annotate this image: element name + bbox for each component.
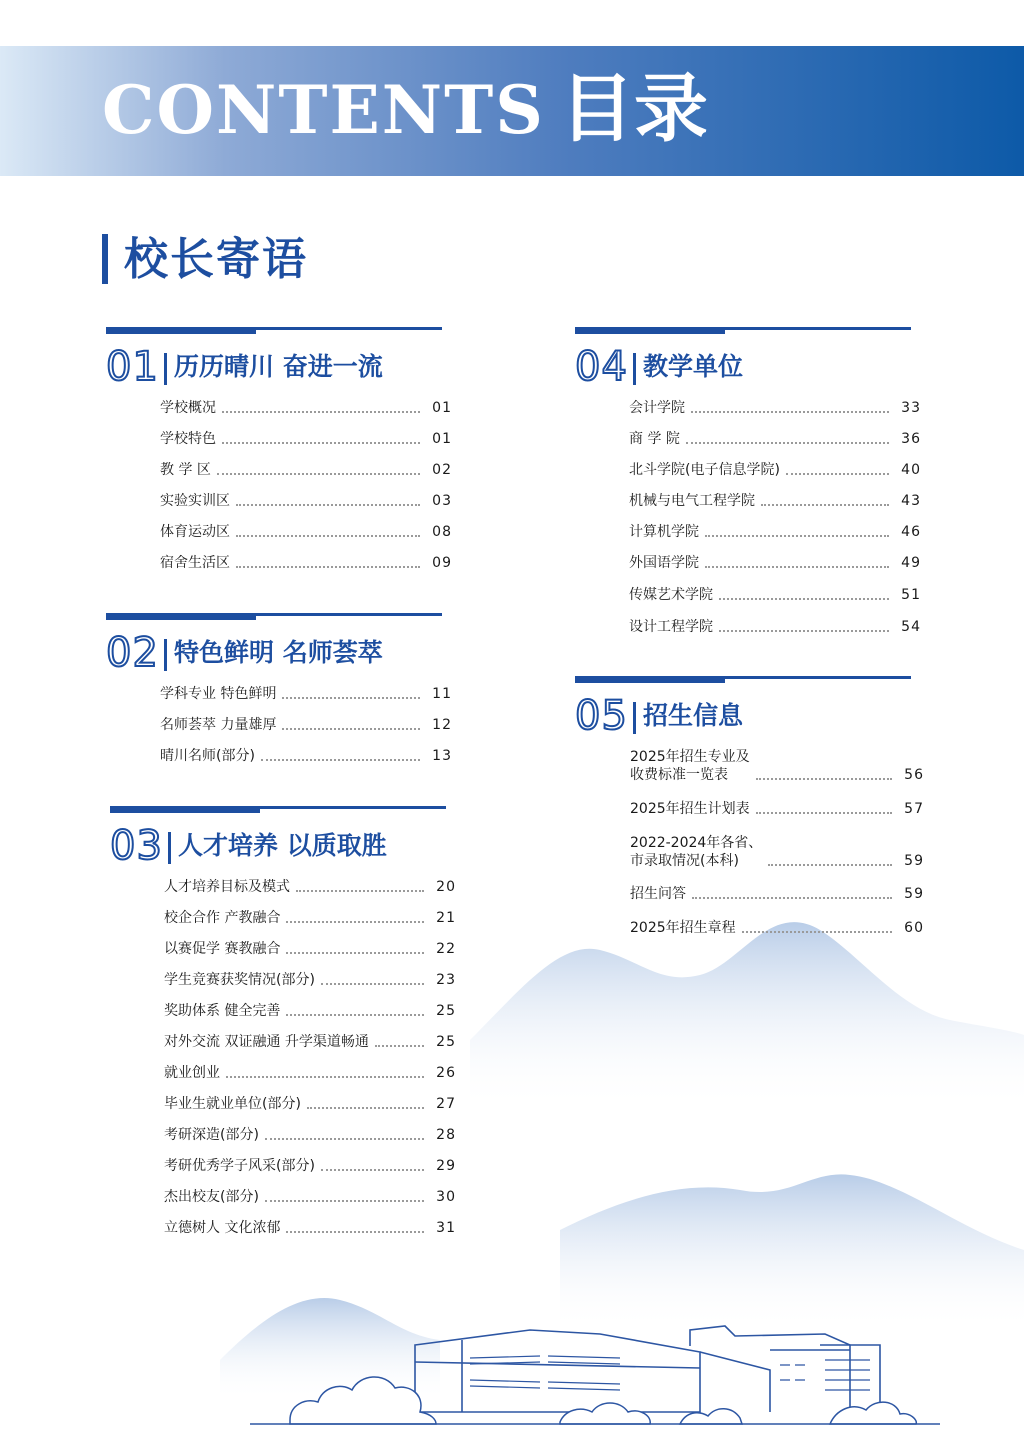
toc-entry[interactable] bbox=[630, 919, 924, 937]
leader-dots bbox=[705, 535, 889, 537]
toc-entry-label bbox=[630, 748, 750, 784]
section-rule-accent bbox=[575, 676, 725, 683]
toc-entry-label: 名师荟萃 力量雄厚 bbox=[160, 717, 277, 733]
toc-entry[interactable] bbox=[164, 1095, 456, 1113]
section-title: 特色鲜明 名师荟萃 bbox=[174, 638, 383, 667]
toc-entry-page: 40 bbox=[901, 462, 921, 478]
toc-entry[interactable] bbox=[160, 685, 452, 703]
toc-entry-page: 21 bbox=[436, 910, 456, 926]
toc-entry-label: 考研深造(部分) bbox=[164, 1127, 259, 1143]
toc-entry[interactable] bbox=[630, 885, 924, 903]
leader-dots bbox=[236, 504, 420, 506]
toc-entry[interactable] bbox=[164, 1126, 456, 1144]
toc-entry-page: 01 bbox=[432, 400, 452, 416]
toc-entry[interactable] bbox=[160, 399, 452, 417]
section-divider bbox=[164, 639, 167, 671]
toc-entry-page: 20 bbox=[436, 879, 456, 895]
toc-entry-page: 01 bbox=[432, 431, 452, 447]
leader-dots bbox=[286, 1231, 424, 1233]
toc-entry[interactable] bbox=[160, 492, 452, 510]
toc-entry[interactable] bbox=[160, 554, 452, 572]
toc-entry-label: 奖助体系 健全完善 bbox=[164, 1003, 281, 1019]
toc-entry-label: 晴川名师(部分) bbox=[160, 748, 255, 764]
mountain-upper bbox=[470, 922, 1024, 1110]
toc-entry-page: 11 bbox=[432, 686, 452, 702]
leader-dots bbox=[265, 1200, 424, 1202]
leader-dots bbox=[261, 759, 420, 761]
leader-dots bbox=[756, 812, 892, 814]
toc-entry-label-line1: 2022-2024年各省、 bbox=[630, 835, 763, 851]
toc-entry-label: 教 学 区 bbox=[160, 462, 211, 478]
toc-entry-page: 56 bbox=[904, 767, 924, 783]
toc-entry-page: 36 bbox=[901, 431, 921, 447]
toc-entry-page: 51 bbox=[901, 587, 921, 603]
leader-dots bbox=[719, 630, 889, 632]
section-rule-accent bbox=[575, 327, 725, 334]
toc-entry-label: 实验实训区 bbox=[160, 493, 230, 509]
toc-entry-page: 59 bbox=[904, 886, 924, 902]
toc-entry[interactable] bbox=[629, 554, 921, 572]
toc-entry-label: 学科专业 特色鲜明 bbox=[160, 686, 277, 702]
leader-dots bbox=[686, 442, 889, 444]
toc-entry[interactable] bbox=[164, 971, 456, 989]
toc-entry[interactable] bbox=[160, 461, 452, 479]
toc-entry[interactable] bbox=[629, 586, 921, 604]
toc-entry-page: 25 bbox=[436, 1034, 456, 1050]
toc-entry-label: 立德树人 文化浓郁 bbox=[164, 1220, 281, 1236]
toc-entry-label-line1: 2025年招生专业及 bbox=[630, 749, 750, 765]
toc-entry-label: 考研优秀学子风采(部分) bbox=[164, 1158, 315, 1174]
toc-entry-page: 54 bbox=[901, 619, 921, 635]
section-number: 03 bbox=[110, 823, 163, 869]
leader-dots bbox=[282, 697, 420, 699]
section-divider bbox=[633, 702, 636, 734]
toc-entry-page: 23 bbox=[436, 972, 456, 988]
leader-dots bbox=[222, 442, 420, 444]
principal-accent-bar bbox=[102, 234, 108, 284]
leader-dots bbox=[691, 411, 889, 413]
toc-entry-label: 人才培养目标及模式 bbox=[164, 879, 290, 895]
toc-entry[interactable] bbox=[160, 430, 452, 448]
toc-entry[interactable] bbox=[630, 748, 924, 784]
toc-entry-page: 25 bbox=[436, 1003, 456, 1019]
toc-entry-label: 外国语学院 bbox=[629, 555, 699, 571]
leader-dots bbox=[719, 598, 889, 600]
toc-entry-page: 09 bbox=[432, 555, 452, 571]
toc-entry-label: 宿舍生活区 bbox=[160, 555, 230, 571]
toc-entry[interactable] bbox=[630, 800, 924, 818]
toc-entry-label: 对外交流 双证融通 升学渠道畅通 bbox=[164, 1034, 369, 1050]
leader-dots bbox=[226, 1076, 424, 1078]
section-number: 04 bbox=[575, 344, 628, 390]
leader-dots bbox=[236, 535, 420, 537]
contents-title-en: CONTENTS bbox=[102, 71, 545, 149]
toc-entry[interactable] bbox=[164, 1157, 456, 1175]
toc-entry-label: 招生问答 bbox=[630, 886, 686, 902]
section-number: 05 bbox=[575, 693, 628, 739]
toc-entry[interactable] bbox=[160, 716, 452, 734]
leader-dots bbox=[265, 1138, 424, 1140]
toc-entry-label: 2025年招生章程 bbox=[630, 920, 736, 936]
section-title: 招生信息 bbox=[643, 701, 744, 730]
section-divider bbox=[164, 353, 167, 385]
toc-entry-label: 北斗学院(电子信息学院) bbox=[629, 462, 780, 478]
toc-entry-page: 60 bbox=[904, 920, 924, 936]
leader-dots bbox=[742, 931, 892, 933]
leader-dots bbox=[222, 411, 420, 413]
leader-dots bbox=[321, 983, 424, 985]
leader-dots bbox=[768, 864, 892, 866]
toc-entry[interactable] bbox=[164, 878, 456, 896]
toc-entry-page: 29 bbox=[436, 1158, 456, 1174]
leader-dots bbox=[217, 473, 420, 475]
toc-entry[interactable] bbox=[164, 1002, 456, 1020]
toc-entry[interactable] bbox=[164, 1219, 456, 1237]
toc-entry[interactable] bbox=[164, 1188, 456, 1206]
toc-entry-page: 13 bbox=[432, 748, 452, 764]
toc-entry[interactable] bbox=[629, 430, 921, 448]
toc-entry-page: 31 bbox=[436, 1220, 456, 1236]
leader-dots bbox=[286, 921, 424, 923]
leader-dots bbox=[786, 473, 889, 475]
toc-entry-label: 校企合作 产教融合 bbox=[164, 910, 281, 926]
section-number: 01 bbox=[106, 344, 159, 390]
toc-entry[interactable] bbox=[629, 492, 921, 510]
toc-entry-page: 02 bbox=[432, 462, 452, 478]
toc-entry-label: 设计工程学院 bbox=[629, 619, 713, 635]
toc-entry[interactable] bbox=[629, 523, 921, 541]
section-divider bbox=[168, 832, 171, 864]
leader-dots bbox=[756, 778, 892, 780]
toc-entry[interactable] bbox=[160, 747, 452, 765]
leader-dots bbox=[236, 566, 420, 568]
toc-entry-page: 08 bbox=[432, 524, 452, 540]
section-title: 教学单位 bbox=[643, 352, 744, 381]
leader-dots bbox=[321, 1169, 424, 1171]
toc-entry[interactable] bbox=[630, 834, 924, 870]
toc-entry[interactable] bbox=[629, 399, 921, 417]
section-rule-accent bbox=[106, 613, 256, 620]
toc-entry-label: 以赛促学 赛教融合 bbox=[164, 941, 281, 957]
toc-entry-label: 毕业生就业单位(部分) bbox=[164, 1096, 301, 1112]
mountain-left bbox=[220, 1298, 440, 1400]
toc-entry-label bbox=[630, 834, 762, 870]
toc-entry-page: 43 bbox=[901, 493, 921, 509]
toc-entry-label: 2025年招生计划表 bbox=[630, 801, 750, 817]
toc-entry-label: 学校特色 bbox=[160, 431, 216, 447]
contents-title-cn: 目录 bbox=[560, 66, 708, 152]
leader-dots bbox=[705, 566, 889, 568]
toc-entry[interactable] bbox=[164, 909, 456, 927]
toc-entry-label: 学生竞赛获奖情况(部分) bbox=[164, 972, 315, 988]
campus-building bbox=[415, 1326, 880, 1412]
toc-entry[interactable] bbox=[164, 1064, 456, 1082]
toc-entry-page: 26 bbox=[436, 1065, 456, 1081]
toc-entry-label: 杰出校友(部分) bbox=[164, 1189, 259, 1205]
toc-entry-label-line2: 市录取情况(本科) bbox=[630, 853, 739, 869]
mountain-right bbox=[560, 1174, 1024, 1330]
section-rule-accent bbox=[106, 327, 256, 334]
toc-entry-label: 会计学院 bbox=[629, 400, 685, 416]
toc-entry-page: 30 bbox=[436, 1189, 456, 1205]
toc-entry-page: 27 bbox=[436, 1096, 456, 1112]
toc-entry-label: 学校概况 bbox=[160, 400, 216, 416]
toc-entry-label: 计算机学院 bbox=[629, 524, 699, 540]
leader-dots bbox=[286, 1014, 424, 1016]
toc-entry-page: 46 bbox=[901, 524, 921, 540]
toc-entry-label: 体育运动区 bbox=[160, 524, 230, 540]
toc-entry-page: 03 bbox=[432, 493, 452, 509]
toc-entry-page: 22 bbox=[436, 941, 456, 957]
principal-message-link[interactable]: 校长寄语 bbox=[124, 234, 308, 285]
toc-entry[interactable] bbox=[160, 523, 452, 541]
section-title: 历历晴川 奋进一流 bbox=[174, 352, 383, 381]
section-title: 人才培养 以质取胜 bbox=[178, 831, 387, 860]
toc-entry-label-line2: 收费标准一览表 bbox=[630, 767, 728, 783]
toc-entry-page: 28 bbox=[436, 1127, 456, 1143]
toc-entry-label: 商 学 院 bbox=[629, 431, 680, 447]
toc-entry-page: 59 bbox=[904, 853, 924, 869]
toc-entry-page: 33 bbox=[901, 400, 921, 416]
section-divider bbox=[633, 353, 636, 385]
leader-dots bbox=[307, 1107, 424, 1109]
leader-dots bbox=[296, 890, 424, 892]
toc-entry[interactable] bbox=[164, 940, 456, 958]
toc-entry-label: 就业创业 bbox=[164, 1065, 220, 1081]
toc-entry-label: 机械与电气工程学院 bbox=[629, 493, 755, 509]
leader-dots bbox=[286, 952, 424, 954]
toc-entry-page: 57 bbox=[904, 801, 924, 817]
leader-dots bbox=[282, 728, 420, 730]
toc-entry[interactable] bbox=[629, 461, 921, 479]
section-rule-accent bbox=[110, 806, 260, 813]
leader-dots bbox=[692, 897, 892, 899]
toc-entry-label: 传媒艺术学院 bbox=[629, 587, 713, 603]
toc-entry-page: 12 bbox=[432, 717, 452, 733]
section-number: 02 bbox=[106, 630, 159, 676]
leader-dots bbox=[761, 504, 889, 506]
leader-dots bbox=[375, 1045, 424, 1047]
toc-entry[interactable] bbox=[629, 618, 921, 636]
toc-entry[interactable] bbox=[164, 1033, 456, 1051]
toc-entry-page: 49 bbox=[901, 555, 921, 571]
